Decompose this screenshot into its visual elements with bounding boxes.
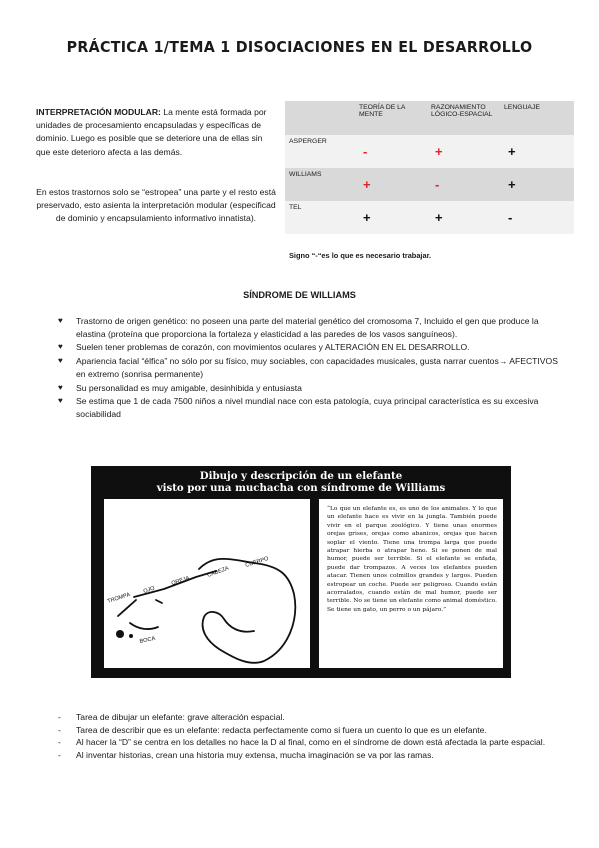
dash-bullet: - — [58, 712, 61, 722]
dash-bullet: - — [58, 724, 61, 735]
list-item: - Tarea de describir que es un elefante: redacta perfectamente como si fuera un cuento lo que es un elefante. — [58, 724, 487, 735]
label-boca: BOCA — [139, 635, 156, 645]
sign-mark: - — [508, 210, 513, 225]
table-header-cell: RAZONAMIENTO LÓGICO-ESPACIAL — [427, 101, 500, 135]
table-header-cell — [285, 101, 355, 135]
label-oreja: OREJA — [170, 575, 191, 587]
list-item: - Tarea de dibujar un elefante: grave alteración espacial. — [58, 712, 285, 722]
label-cuerpo: CUERPO — [244, 555, 270, 569]
figure-title: Dibujo y descripción de un elefante visto por una muchacha con síndrome de Williams — [156, 470, 446, 494]
list-item: ♥ Trastorno de origen genético: no poseen una parte del material genético del cromosoma 7, Incluido el gen que produce la elastina (proteína que proporciona la fortaleza y elasticidad a las paredes de los vasos sanguíneos). — [58, 316, 539, 339]
list-item: ♥ Su personalidad es muy amigable, desinhibida y entusiasta — [58, 382, 302, 393]
heart-bullet-icon: ♥ — [58, 316, 63, 325]
sign-mark: - — [363, 144, 368, 159]
list-item: ♥ Suelen tener problemas de corazón, con movimientos oculares y ALTERACIÓN EN EL DESARROLLO. — [58, 342, 470, 353]
row-label: TEL — [285, 201, 355, 234]
intro-text: La mente está formada por unidades de procesamiento encapsuladas y específicas de dominio. Luego es posible que se deteriore una de ellas sin que este deterioro afecta a las demás. — [36, 107, 267, 157]
elephant-drawing — [104, 499, 310, 668]
sign-mark: + — [508, 177, 516, 192]
table-row — [285, 168, 574, 201]
label-cabeza: CABEZA — [206, 565, 230, 579]
elephant-sketch — [104, 499, 310, 668]
sign-mark: + — [508, 144, 516, 159]
task-list — [58, 711, 558, 762]
sign-mark: + — [435, 144, 443, 159]
elephant-eye-mark — [116, 630, 124, 638]
table-row — [285, 135, 574, 168]
figure-quote: “Lo que un elefante es, es uno de los animales. Y lo que un elefante hace es vivir en la jungla. También puede vivir en el parque zoológico. Y tiene unas enormes orejas grises, orejas como abanicos, orejas que hacen soplar el viento. Tiene una trompa larga que puede atrapar hierba o atrapar heno. Si se ponen de mal humor, puede ser terrible. Si el elefante se enfada, puede dar trompazos. A veces los elefantes pueden atacar. Tienen unos colmillos grandes y largos. Pueden estropear un coche. Puede ser peligroso. Cuando están acorralados, cuando están de mal humor, puede ser terrible. No se tiene un elefante como animal doméstico. Se tiene un gato, un perro o un pájaro.” — [319, 499, 503, 668]
dissociation-table — [285, 101, 574, 234]
page-title: PRÁCTICA 1/TEMA 1 DISOCIACIONES EN EL DESARROLLO — [66, 38, 533, 56]
label-trompa: TROMPA — [106, 591, 131, 605]
elephant-dot-mark — [129, 634, 133, 638]
sign-mark: + — [435, 210, 443, 225]
heart-bullet-icon: ♥ — [58, 356, 63, 366]
row-label: ASPERGER — [285, 135, 355, 168]
list-item: ♥ Apariencia facial “élfica” no sólo por su físico, muy sociables, con capacidades musicales, gusta narrar cuentos→ AFECTIVOS en extremo (sonrisa permanente) — [58, 356, 558, 379]
list-item: - Al inventar historias, crean una historia muy extensa, mucha imaginación se va por las ramas. — [58, 750, 434, 761]
table-header-cell: TEORÍA DE LA MENTE — [355, 101, 427, 135]
intro-heading: INTERPRETACIÓN MODULAR: — [36, 107, 161, 117]
heart-bullet-icon: ♥ — [58, 342, 63, 352]
dash-bullet: - — [58, 737, 61, 748]
intro-paragraph-2: En estos trastornos solo se “estropea” una parte y el resto está preservado, esto asienta la interpretación modular (especificad de dominio y encapsulamiento informativo innatista). — [36, 187, 276, 224]
list-item: ♥ Se estima que 1 de cada 7500 niños a nivel mundial nace con esta patología, cuya principal característica es su excesiva sociabilidad — [58, 396, 539, 419]
table-note: Signo “-“es lo que es necesario trabajar. — [289, 251, 432, 260]
heart-bullet-icon: ♥ — [58, 382, 63, 392]
section-title: SÍNDROME DE WILLIAMS — [243, 290, 356, 300]
sign-mark: + — [363, 210, 371, 225]
label-ojo: OJO — [142, 585, 156, 595]
sign-mark: - — [435, 177, 440, 192]
sign-mark: + — [363, 177, 371, 192]
row-label: WILLIAMS — [285, 168, 355, 201]
table-header-row — [285, 101, 574, 135]
table-header-cell: LENGUAJE — [500, 101, 574, 135]
williams-bullet-list — [58, 315, 568, 422]
list-item: - Al hacer la “D” se centra en los detalles no hace la D al final, como en el síndrome de down está afectada la parte espacial. — [58, 737, 546, 748]
elephant-figure — [91, 466, 511, 678]
table-row — [285, 201, 574, 234]
dash-bullet: - — [58, 750, 61, 761]
heart-bullet-icon: ♥ — [58, 396, 63, 406]
intro-paragraph — [36, 106, 276, 159]
